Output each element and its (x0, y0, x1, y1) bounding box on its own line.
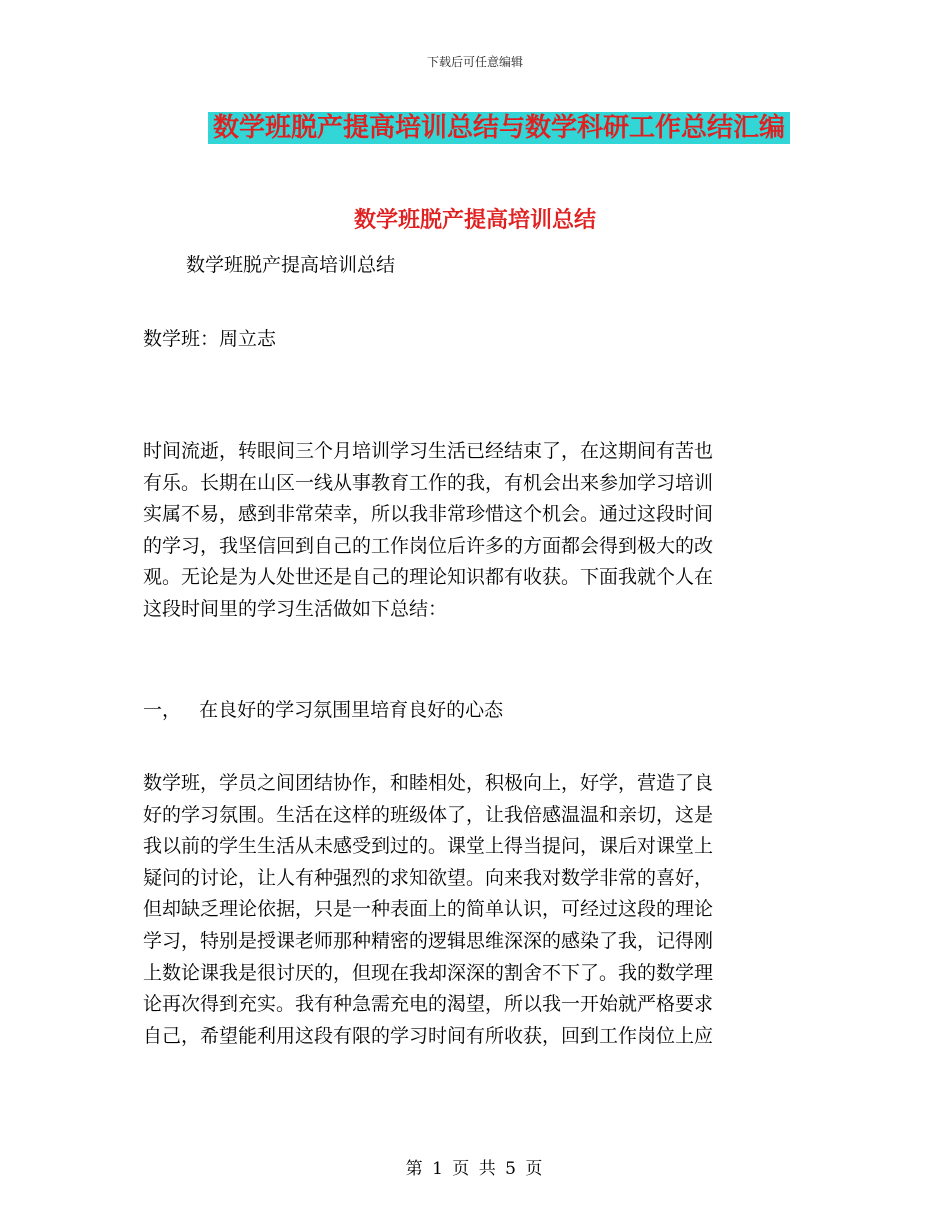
document-title: 数学班脱产提高培训总结与数学科研工作总结汇编 (208, 112, 790, 144)
paragraph-line: 数学班，学员之间团结协作，和睦相处，积极向上，好学，营造了良 (143, 772, 714, 794)
paragraph-line: 实属不易，感到非常荣幸，所以我非常珍惜这个机会。通过这段时间 (143, 503, 714, 526)
section-heading-1: 一， 在良好的学习氛围里培育良好的心态 (143, 699, 504, 721)
paragraph-line: 疑问的讨论，让人有种强烈的求知欲望。向来我对数学非常的喜好， (143, 866, 714, 889)
paragraph-line: 论再次得到充实。我有种急需充电的渴望，所以我一开始就严格要求 (143, 993, 714, 1016)
paragraph-line: 好的学习氛围。生活在这样的班级体了，让我倍感温温和亲切，这是 (143, 803, 714, 826)
paragraph-line: 时间流逝，转眼间三个月培训学习生活已经结束了，在这期间有苦也 (143, 440, 714, 462)
paragraph-line: 观。无论是为人处世还是自己的理论知识都有收获。下面我就个人在 (143, 566, 714, 589)
paragraph-line: 我以前的学生生活从未感受到过的。课堂上得当提问，课后对课堂上 (143, 835, 714, 858)
paragraph-line: 上数论课我是很讨厌的，但现在我却深深的割舍不下了。我的数学理 (143, 961, 714, 984)
author-line: 数学班：周立志 (143, 328, 277, 350)
paragraph-line: 学习，特别是授课老师那种精密的逻辑思维深深的感染了我，记得刚 (143, 929, 714, 952)
header-note: 下载后可任意编辑 (426, 55, 523, 69)
paragraph-1 (143, 436, 793, 626)
paragraph-line: 但却缺乏理论依据，只是一种表面上的简单认识，可经过这段的理论 (143, 898, 714, 921)
subtitle: 数学班脱产提高培训总结 (186, 254, 396, 276)
paragraph-line: 自己，希望能利用这段有限的学习时间有所收获，回到工作岗位上应 (143, 1024, 714, 1047)
paragraph-line: 这段时间里的学习生活做如下总结： (143, 597, 448, 620)
paragraph-2 (143, 768, 793, 1052)
paragraph-line: 有乐。长期在山区一线从事教育工作的我，有机会出来参加学习培训 (143, 471, 714, 494)
section-title: 数学班脱产提高培训总结 (353, 208, 596, 233)
page-footer: 第 1 页 共 5 页 (405, 1159, 545, 1179)
paragraph-line: 的学习，我坚信回到自己的工作岗位后许多的方面都会得到极大的改 (143, 534, 714, 557)
